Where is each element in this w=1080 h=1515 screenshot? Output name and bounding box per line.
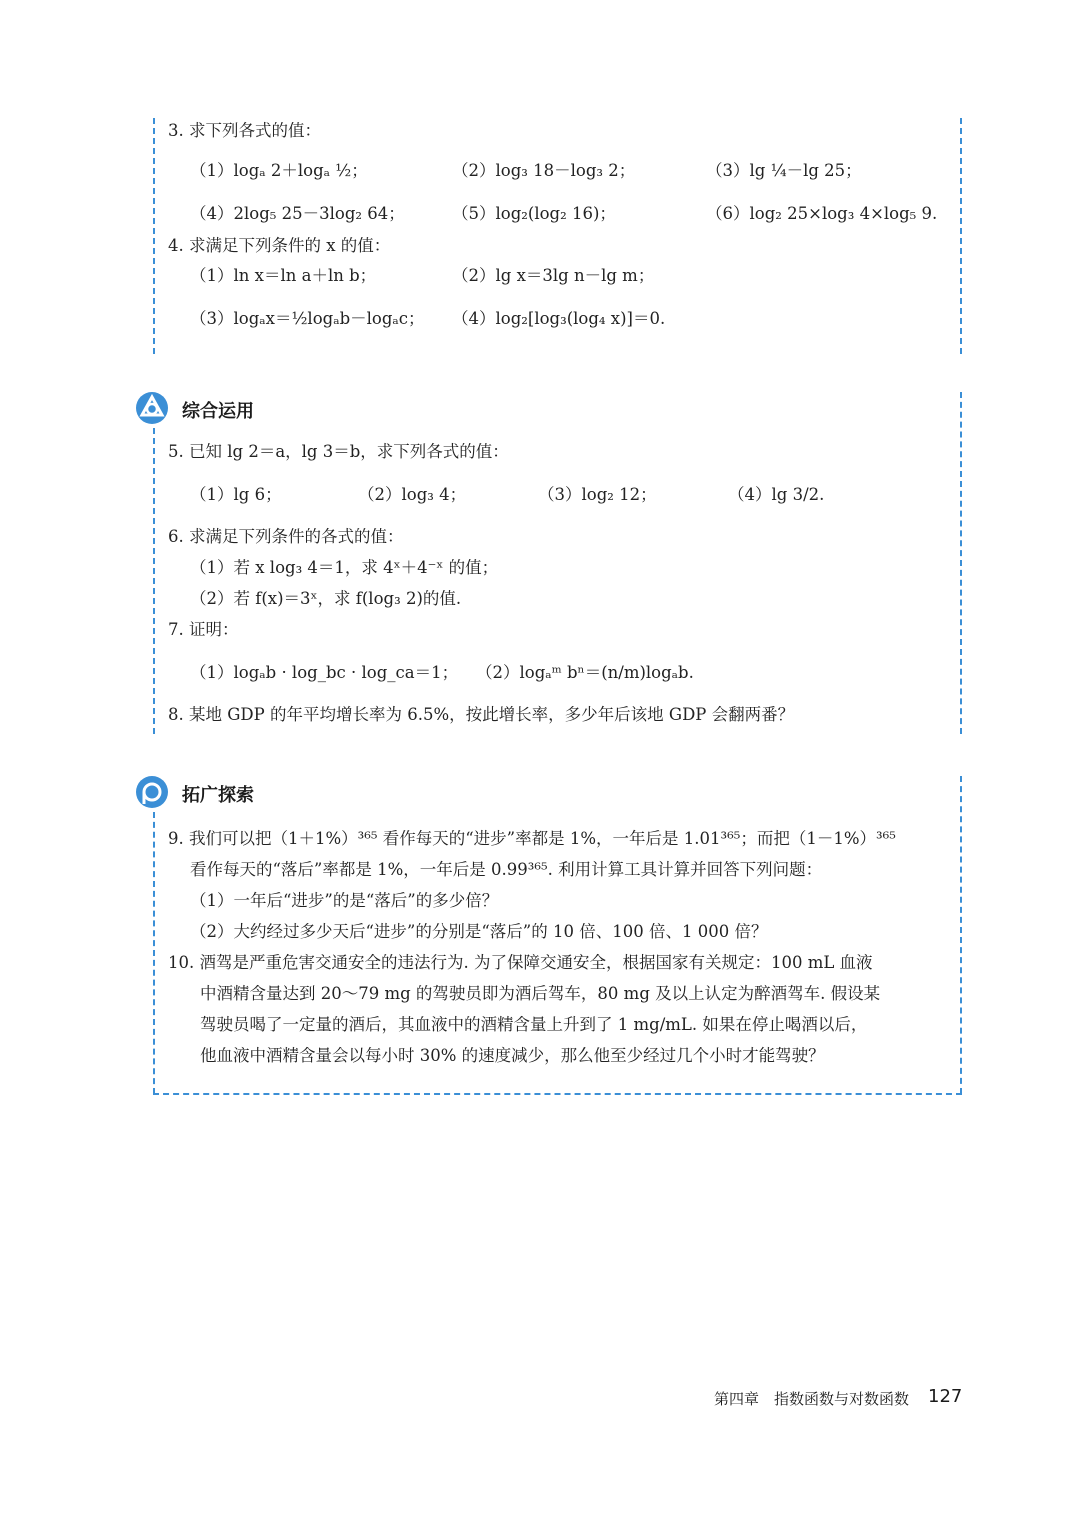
q10-line-4: 他血液中酒精含量会以每小时 30% 的速度减少，那么他至少经过几个小时才能驾驶？: [200, 1046, 825, 1065]
q10-line-3: 驾驶员喝了一定量的酒后，其血液中的酒精含量上升到了 1 mg/mL. 如果在停止喝酒以后，: [200, 1015, 868, 1034]
q7-title: 7. 证明：: [168, 620, 239, 639]
q4-title: 4. 求满足下列条件的 x 的值：: [168, 236, 391, 255]
section3-left-border: [153, 812, 155, 1094]
q5-item-3: （3）log₂ 12；: [538, 485, 657, 504]
q5-title: 5. 已知 lg 2＝a，lg 3＝b，求下列各式的值：: [168, 442, 509, 461]
q3-item-4: （4）2log₅ 25－3log₂ 64；: [190, 204, 405, 223]
section1-right-border: [960, 118, 962, 354]
q4-item-4: （4）log₂[log₃(log₄ x)]＝0.: [452, 309, 666, 328]
q3-item-5: （5）log₂(log₂ 16)；: [452, 204, 616, 223]
section2-icon: [134, 390, 170, 426]
q9-line-2: 看作每天的“落后”率都是 1%，一年后是 0.99³⁶⁵. 利用计算工具计算并回答下列问题：: [190, 860, 823, 879]
q10-line-2: 中酒精含量达到 20～79 mg 的驾驶员即为酒后驾车，80 mg 及以上认定为醉酒驾车. 假设某: [200, 984, 881, 1003]
section1-left-border: [153, 118, 155, 354]
q3-item-1: （1）logₐ 2＋logₐ ½；: [190, 161, 368, 180]
section3-title: 拓广探索: [182, 785, 254, 806]
q5-item-4: （4）lg 3/2.: [728, 485, 825, 504]
q9-line-1: 9. 我们可以把（1＋1%）³⁶⁵ 看作每天的“进步”率都是 1%，一年后是 1.01³⁶⁵；而把（1－1%）³⁶⁵: [168, 829, 896, 848]
section3-icon: [134, 774, 170, 810]
q8-text: 8. 某地 GDP 的年平均增长率为 6.5%，按此增长率，多少年后该地 GDP 会翻两番？: [168, 705, 795, 724]
q9-item-1: （1）一年后“进步”的是“落后”的多少倍？: [190, 891, 499, 910]
q10-line-1: 10. 酒驾是严重危害交通安全的违法行为. 为了保障交通安全，根据国家有关规定：100 mL 血液: [168, 953, 873, 972]
section3-bottom-border: [153, 1093, 962, 1095]
q5-item-2: （2）log₃ 4；: [358, 485, 467, 504]
q7-item-2: （2）logₐᵐ bⁿ＝(n/m)logₐb.: [476, 663, 694, 682]
q4-item-2: （2）lg x＝3lg n－lg m；: [452, 266, 655, 285]
section2-left-border: [153, 428, 155, 734]
q4-item-3: （3）logₐx＝½logₐb－logₐc；: [190, 309, 425, 328]
chapter-title: 第四章 指数函数与对数函数: [714, 1390, 910, 1408]
q6-item-1: （1）若 x log₃ 4＝1，求 4ˣ＋4⁻ˣ 的值；: [190, 558, 499, 577]
q5-item-1: （1）lg 6；: [190, 485, 282, 504]
section3-right-border: [960, 776, 962, 1094]
q6-title: 6. 求满足下列条件的各式的值：: [168, 527, 404, 546]
q4-item-1: （1）ln x＝ln a＋ln b；: [190, 266, 377, 285]
q3-title: 3. 求下列各式的值：: [168, 121, 321, 140]
q9-item-2: （2）大约经过多少天后“进步”的分别是“落后”的 10 倍、100 倍、1 000 倍？: [190, 922, 768, 941]
q7-item-1: （1）logₐb · log_bc · log_ca＝1；: [190, 663, 459, 682]
q6-item-2: （2）若 f(x)＝3ˣ，求 f(log₃ 2)的值.: [190, 589, 462, 608]
section2-title: 综合运用: [182, 401, 254, 422]
page-number: 127: [928, 1386, 963, 1407]
q3-item-2: （2）log₃ 18－log₃ 2；: [452, 161, 636, 180]
q3-item-6: （6）log₂ 25×log₃ 4×log₅ 9.: [706, 204, 938, 223]
q3-item-3: （3）lg ¼－lg 25；: [706, 161, 862, 180]
section2-right-border: [960, 392, 962, 734]
